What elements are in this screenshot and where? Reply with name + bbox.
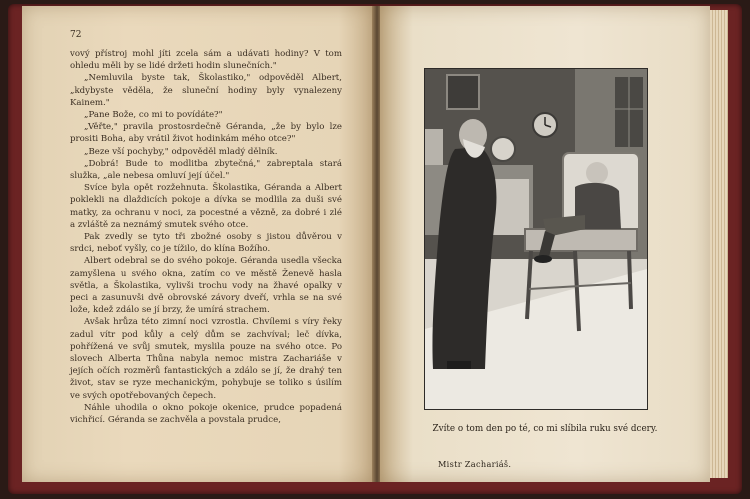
paragraph: Svíce byla opět rozžehnuta. Školastika, Géranda a Albert poklekli na dlaždicích pokoje a dívka se modlila za duši své matky, za ochranu v noci, za pocestné a vězně, za dobré i zlé a zvláště za neznámý smutek svého otce. <box>70 183 342 230</box>
paragraph: Avšak hrůza této zimní noci vzrostla. Chvílemi s víry řeky zadul vítr pod kůly a celý dům se zachvíval; leč dívka, pohřížená ve svůj smutek, myslila pouze na svého otce. Po slovech Alberta Thůna nabyla nemoc mistra Zachariáše v jejích očích rozměrů fantastických a zdálo se jí, že drahý ten život, stav se ryze mechanickým, pohybuje se toliko s úsilím ve svých opotřebovaných čepech. <box>70 317 342 401</box>
paragraph: „Nemluvila byste tak, Školastiko," odpověděl Albert, „kdybyste věděla, že sluneční hodiny byly vynalezeny Kainem." <box>70 73 342 108</box>
illustration <box>424 68 648 410</box>
illustration-drawing <box>425 69 647 409</box>
paragraph: Pak zvedly se tyto tři zbožné osoby s jistou důvěrou v srdci, neboť vyšly, co je tížilo, do klína Božího. <box>70 232 342 255</box>
paragraph: Albert odebral se do svého pokoje. Géranda usedla všecka zamyšlena u svého okna, zatím co ve městě Ženevě hasla světla, a Školastika, vylivši trochu vody na žhavé opalky v peci a zasunuvši dvě obrovské závory dveří, vrhla se na své lože, kdež zdálo se jí brzy, že umírá strachem. <box>70 256 342 316</box>
paragraph: vový přístroj mohl jíti zcela sám a udávati hodiny? V tom ohledu měli by se lidé držeti hodin slunečních." <box>70 49 342 72</box>
paragraph: „Beze vší pochyby," odpověděl mladý dělník. <box>84 146 278 157</box>
paragraph: „Pane Bože, co mi to povídáte?" <box>84 110 223 121</box>
page-edges <box>710 10 728 478</box>
body-text <box>70 48 342 426</box>
paragraph: Náhle uhodila o okno pokoje okenice, prudce popadená vichřicí. Géranda se zachvěla a povstala prudce, <box>70 402 342 426</box>
page-number: 72 <box>70 30 82 40</box>
illustration-caption: Zvíte o tom den po té, co mi slíbila ruku své dcery. <box>432 424 658 434</box>
paragraph: „Dobrá! Bude to modlitba zbytečná," zabreptala stará služka, „ale nebesa omluví její účel." <box>70 158 342 182</box>
running-title: Mistr Zachariáš. <box>438 459 512 469</box>
paragraph: „Věřte," pravila prostosrdečně Géranda, „že by bylo lze prositi Boha, aby vrátil život hodinkám mého otce?" <box>70 122 342 145</box>
